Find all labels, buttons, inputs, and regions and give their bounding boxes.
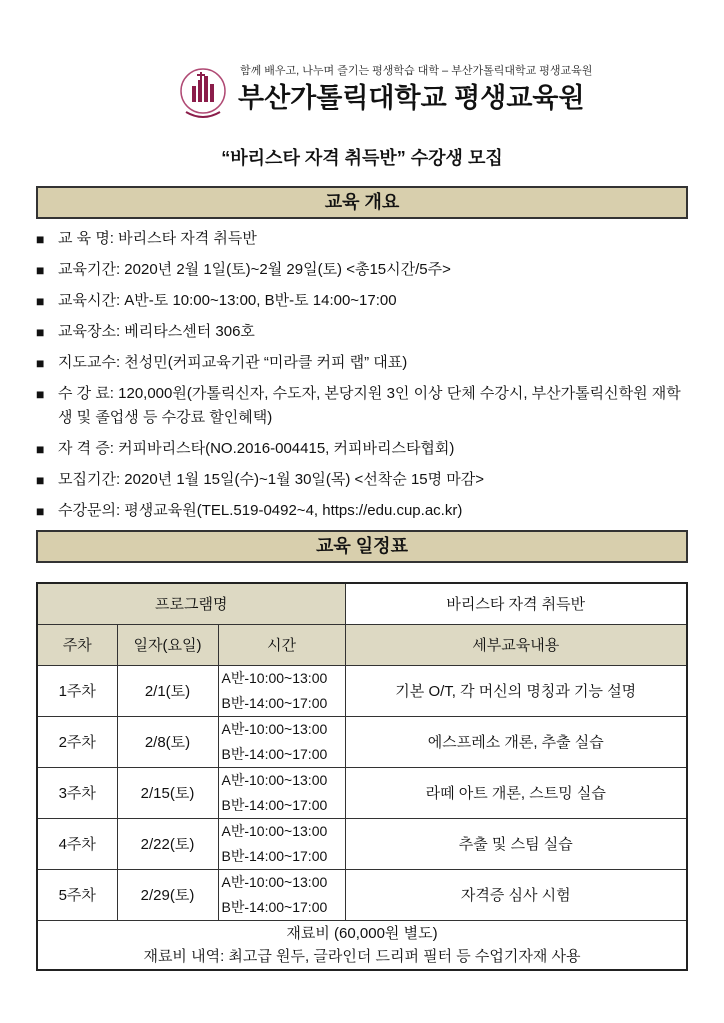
table-footer-row: [37, 920, 687, 970]
bullet-square-icon: ■: [36, 262, 45, 278]
list-item: ■ 수 강 료: 120,000원(가톨릭신자, 수도자, 본당지원 3인 이상 단체 수강시, 부산가톨릭신학원 재학생 및 졸업생 등 수강료 할인혜택): [36, 382, 686, 430]
overview-list: [36, 227, 686, 523]
table-row: 1주차 2/1(토) A반-10:00~13:00 B반-14:00~17:00 기본 O/T, 각 머신의 명칭과 기능 설명: [37, 665, 687, 716]
bullet-square-icon: ■: [36, 472, 45, 488]
schedule-table: [36, 582, 688, 971]
list-item: ■ 교 육 명: 바리스타 자격 취득반: [36, 227, 686, 251]
column-header: 주차: [37, 624, 117, 665]
column-header: 시간: [218, 624, 345, 665]
list-item: ■ 수강문의: 평생교육원(TEL.519-0492~4, https://edu.cup.ac.kr): [36, 499, 686, 523]
section-heading-overview: 교육 개요: [36, 186, 688, 219]
bullet-square-icon: ■: [36, 503, 45, 519]
document-title: “바리스타 자격 취득반” 수강생 모집: [221, 148, 503, 168]
table-row: 5주차 2/29(토) A반-10:00~13:00 B반-14:00~17:00 자격증 심사 시험: [37, 869, 687, 920]
list-item: ■ 교육장소: 베리타스센터 306호: [36, 320, 686, 344]
list-item: ■ 교육기간: 2020년 2월 1일(토)~2월 29일(토) <총15시간/5주>: [36, 258, 686, 282]
list-item: ■ 지도교수: 천성민(커피교육기관 “미라클 커피 랩” 대표): [36, 351, 686, 375]
table-row: 4주차 2/22(토) A반-10:00~13:00 B반-14:00~17:00 추출 및 스팀 실습: [37, 818, 687, 869]
bullet-square-icon: ■: [36, 441, 45, 457]
university-logo: [178, 66, 228, 122]
bullet-square-icon: ■: [36, 293, 45, 309]
material-details: 재료비 내역: 최고급 원두, 글라인더 드리퍼 필터 등 수업기자재 사용: [143, 947, 581, 965]
bullet-square-icon: ■: [36, 324, 45, 340]
table-row: 2주차 2/8(토) A반-10:00~13:00 B반-14:00~17:00 에스프레소 개론, 추출 실습: [37, 716, 687, 767]
list-item: ■ 모집기간: 2020년 1월 15일(수)~1월 30일(목) <선착순 15명 마감>: [36, 468, 686, 492]
list-item: ■ 자 격 증: 커피바리스타(NO.2016-004415, 커피바리스타협회): [36, 437, 686, 461]
bullet-square-icon: ■: [36, 386, 45, 402]
program-value: 바리스타 자격 취득반: [345, 583, 687, 624]
table-row: [37, 583, 687, 624]
bullet-square-icon: ■: [36, 355, 45, 371]
document-body: [36, 186, 688, 1001]
bullet-square-icon: ■: [36, 231, 45, 247]
column-header: 일자(요일): [117, 624, 218, 665]
program-label: 프로그램명: [37, 583, 345, 624]
org-name: 부산가톨릭대학교 평생교육원: [238, 83, 585, 113]
slogan: 함께 배우고, 나누며 즐기는 평생학습 대학 – 부산가톨릭대학교 평생교육원: [240, 65, 593, 77]
table-row: 3주차 2/15(토) A반-10:00~13:00 B반-14:00~17:00 라떼 아트 개론, 스트밍 실습: [37, 767, 687, 818]
table-header-row: [37, 624, 687, 665]
column-header: 세부교육내용: [345, 624, 687, 665]
material-fee: 재료비 (60,000원 별도): [286, 924, 438, 942]
list-item: ■ 교육시간: A반-토 10:00~13:00, B반-토 14:00~17:00: [36, 289, 686, 313]
section-heading-schedule: 교육 일정표: [36, 530, 688, 563]
